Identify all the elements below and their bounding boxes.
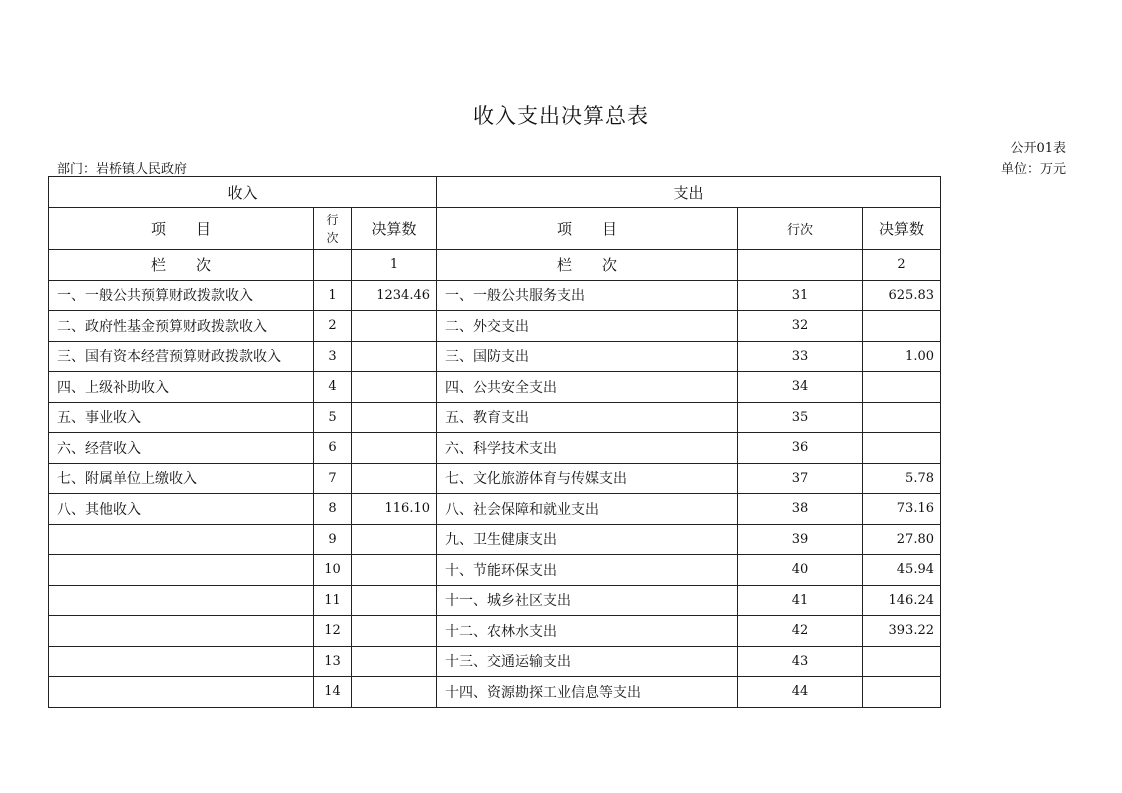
expense-amount-cell — [863, 311, 941, 342]
income-line-cell: 11 — [314, 585, 352, 616]
expense-item-cell: 十、节能环保支出 — [437, 555, 738, 586]
income-amount-cell — [352, 585, 437, 616]
income-item-cell: 八、其他收入 — [49, 494, 314, 525]
expense-amount-cell — [863, 646, 941, 677]
expense-line-cell: 43 — [738, 646, 863, 677]
expense-amount-cell: 5.78 — [863, 463, 941, 494]
income-amount-cell — [352, 433, 437, 464]
income-item-cell — [49, 677, 314, 708]
expense-amount-cell: 393.22 — [863, 616, 941, 647]
income-item-cell: 六、经营收入 — [49, 433, 314, 464]
income-line-cell: 6 — [314, 433, 352, 464]
expense-item-cell: 十四、资源勘探工业信息等支出 — [437, 677, 738, 708]
income-item-header: 项 目 — [49, 208, 314, 250]
income-line-cell: 9 — [314, 524, 352, 555]
unit-label: 单位：万元 — [1000, 162, 1066, 177]
income-line-cell: 1 — [314, 280, 352, 311]
page-title: 收入支出决算总表 — [473, 104, 649, 128]
expense-line-cell: 39 — [738, 524, 863, 555]
department-label: 部门：岩桥镇人民政府 — [57, 162, 188, 177]
expense-line-cell: 44 — [738, 677, 863, 708]
income-amount-cell — [352, 463, 437, 494]
income-item-cell: 五、事业收入 — [49, 402, 314, 433]
income-line-header: 行次 — [314, 208, 352, 250]
income-item-cell: 三、国有资本经营预算财政拨款收入 — [49, 341, 314, 372]
income-item-cell: 四、上级补助收入 — [49, 372, 314, 403]
income-item-cell: 一、一般公共预算财政拨款收入 — [49, 280, 314, 311]
expense-item-cell: 十一、城乡社区支出 — [437, 585, 738, 616]
income-item-cell: 二、政府性基金预算财政拨款收入 — [49, 311, 314, 342]
expense-header: 支出 — [437, 177, 941, 208]
income-column-order: 栏 次 — [49, 250, 314, 281]
expense-line-cell: 41 — [738, 585, 863, 616]
expense-line-cell: 37 — [738, 463, 863, 494]
table-row — [49, 433, 941, 464]
income-amount-cell — [352, 372, 437, 403]
income-amount-cell — [352, 555, 437, 586]
expense-item-cell: 九、卫生健康支出 — [437, 524, 738, 555]
expense-line-cell: 32 — [738, 311, 863, 342]
expense-line-header: 行次 — [738, 208, 863, 250]
table-row — [49, 372, 941, 403]
expense-line-cell: 36 — [738, 433, 863, 464]
income-amount-cell: 1234.46 — [352, 280, 437, 311]
expense-item-cell: 八、社会保障和就业支出 — [437, 494, 738, 525]
income-line-cell: 8 — [314, 494, 352, 525]
income-amount-cell: 116.10 — [352, 494, 437, 525]
table-row — [49, 677, 941, 708]
expense-amount-cell: 27.80 — [863, 524, 941, 555]
income-line-cell: 14 — [314, 677, 352, 708]
expense-item-cell: 十二、农林水支出 — [437, 616, 738, 647]
table-row — [49, 585, 941, 616]
expense-column-order: 栏 次 — [437, 250, 738, 281]
income-line-cell: 2 — [314, 311, 352, 342]
table-row — [49, 494, 941, 525]
income-item-cell — [49, 555, 314, 586]
income-amount-cell — [352, 677, 437, 708]
income-amount-cell — [352, 402, 437, 433]
expense-line-cell: 33 — [738, 341, 863, 372]
table-row — [49, 524, 941, 555]
income-column-number: 1 — [352, 250, 437, 281]
expense-item-cell: 七、文化旅游体育与传媒支出 — [437, 463, 738, 494]
expense-item-cell: 二、外交支出 — [437, 311, 738, 342]
income-line-cell: 12 — [314, 616, 352, 647]
table-row — [49, 341, 941, 372]
expense-amount-cell: 146.24 — [863, 585, 941, 616]
expense-line-cell: 38 — [738, 494, 863, 525]
income-line-cell: 13 — [314, 646, 352, 677]
table-row — [49, 555, 941, 586]
income-amount-cell — [352, 646, 437, 677]
expense-item-cell: 五、教育支出 — [437, 402, 738, 433]
expense-amount-cell: 73.16 — [863, 494, 941, 525]
expense-column-number: 2 — [863, 250, 941, 281]
table-row — [49, 616, 941, 647]
expense-line-cell: 42 — [738, 616, 863, 647]
income-line-cell: 4 — [314, 372, 352, 403]
expense-line-cell: 31 — [738, 280, 863, 311]
expense-item-cell: 三、国防支出 — [437, 341, 738, 372]
expense-item-header: 项 目 — [437, 208, 738, 250]
income-column-order-line — [314, 250, 352, 281]
expense-line-cell: 34 — [738, 372, 863, 403]
expense-amount-cell: 1.00 — [863, 341, 941, 372]
income-item-cell — [49, 585, 314, 616]
expense-amount-cell: 625.83 — [863, 280, 941, 311]
expense-amount-cell — [863, 402, 941, 433]
table-row — [49, 402, 941, 433]
income-amount-cell — [352, 341, 437, 372]
income-item-cell — [49, 524, 314, 555]
expense-column-order-line — [738, 250, 863, 281]
income-expense-table — [48, 176, 941, 708]
form-number: 公开01表 — [1010, 141, 1066, 156]
income-amount-cell — [352, 524, 437, 555]
income-amount-cell — [352, 616, 437, 647]
table-row — [49, 463, 941, 494]
expense-amount-cell — [863, 677, 941, 708]
expense-amount-cell — [863, 433, 941, 464]
expense-item-cell: 四、公共安全支出 — [437, 372, 738, 403]
income-amount-header: 决算数 — [352, 208, 437, 250]
income-line-cell: 5 — [314, 402, 352, 433]
expense-line-cell: 35 — [738, 402, 863, 433]
expense-amount-cell: 45.94 — [863, 555, 941, 586]
income-item-cell — [49, 646, 314, 677]
expense-item-cell: 十三、交通运输支出 — [437, 646, 738, 677]
income-item-cell: 七、附属单位上缴收入 — [49, 463, 314, 494]
income-header: 收入 — [49, 177, 437, 208]
expense-amount-header: 决算数 — [863, 208, 941, 250]
income-line-cell: 10 — [314, 555, 352, 586]
expense-item-cell: 六、科学技术支出 — [437, 433, 738, 464]
income-line-cell: 3 — [314, 341, 352, 372]
table-row — [49, 280, 941, 311]
expense-item-cell: 一、一般公共服务支出 — [437, 280, 738, 311]
expense-line-cell: 40 — [738, 555, 863, 586]
income-item-cell — [49, 616, 314, 647]
expense-amount-cell — [863, 372, 941, 403]
table-row — [49, 311, 941, 342]
income-amount-cell — [352, 311, 437, 342]
income-line-cell: 7 — [314, 463, 352, 494]
table-row — [49, 646, 941, 677]
